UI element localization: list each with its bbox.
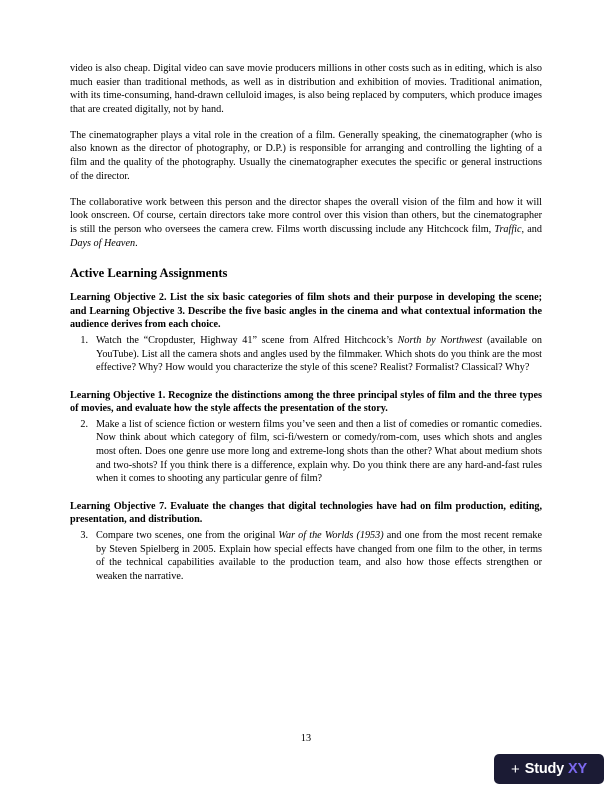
film-title-traffic: Traffic: [494, 223, 522, 235]
list-item-number: 2.: [80, 418, 88, 430]
learning-objective-1: Learning Objective 2. List the six basic categories of film shots and their purpose in developing the scene; and Learning Objective 3. Describe the five basic angles in the cinema and what contextual information the audience derives from each choice.: [70, 292, 542, 331]
learning-objective-2: Learning Objective 1. Recognize the distinctions among the three principal styles of film and the three types of movies, and evaluate how the style affects the presentation of the story.: [70, 389, 542, 415]
list-item-text-b: and one from the most recent remake by Steven Spielberg in 2005. Explain how special effects have changed from one film to the other, in terms of the technical capabilities available to the production team, and also how those effects strengthen or weaken the narrative.: [96, 530, 542, 582]
learning-objective-3: Learning Objective 7. Evaluate the changes that digital technologies have had on film production, editing, presentation, and distribution.: [70, 500, 542, 526]
list-item-number: 1.: [80, 334, 88, 346]
studyxy-watermark: [494, 754, 604, 784]
list-item: [70, 529, 542, 583]
list-item: [70, 334, 542, 375]
list-item-number: 3.: [80, 530, 88, 542]
paragraph-3-text-a: The collaborative work between this person and the director shapes the overall vision of the film and how it will look onscreen. Of course, certain directors take more control over this vision than others, but the cinematographer is still the person who oversees the camera crew. Films worth discussing include any Hitchcock film,: [70, 196, 542, 235]
page-number: 13: [300, 733, 312, 744]
paragraph-3-text-b: , and: [521, 223, 542, 235]
list-item-text-a: Compare two scenes, one from the original: [96, 530, 279, 542]
list-item: [70, 418, 542, 486]
film-title-war-of-the-worlds: War of the Worlds (1953): [278, 530, 384, 542]
list-item-text-a: Make a list of science fiction or western films you’ve seen and then a list of comedies or romantic comedies. Now think about which category of film, sci-fi/western or comedy/rom-com, uses which shots and angles most often. Does one genre use more long and extreme-long shots than the other? What about medium shots and two-shots? If you think there is a difference, explain why. Do you think there are any hard-and-fast rules when it comes to shooting any particular genre of film?: [96, 418, 542, 485]
watermark-study-text: Study: [524, 761, 565, 777]
watermark-xy-text: XY: [568, 761, 587, 777]
plus-icon: +: [511, 760, 520, 778]
assignment-list-3: [70, 529, 542, 583]
list-item-text-b: (available on YouTube). List all the camera shots and angles used by the filmmaker. Which shots do you think are the most effective? Why? How would you characterize the style of this scene? Realist? Formalist? Classical? Why?: [96, 334, 542, 374]
section-heading-active-learning-assignments: Active Learning Assignments: [70, 266, 228, 281]
list-item-text-a: Watch the “Cropduster, Highway 41” scene from Alfred Hitchcock’s: [96, 334, 398, 346]
paragraph-3-text-c: .: [135, 237, 138, 249]
film-title-north-by-northwest: North by Northwest: [397, 334, 483, 346]
assignment-list-1: [70, 334, 542, 375]
paragraph-3: [70, 196, 542, 250]
paragraph-2: The cinematographer plays a vital role in the creation of a film. Generally speaking, the cinematographer (who is also known as the director of photography, or D.P.) is responsible for arranging and controlling the lighting of a film and the quality of the photography. Usually the cinematographer executes the specific or general instructions of the director.: [70, 129, 542, 182]
paragraph-1: video is also cheap. Digital video can save movie producers millions in other costs such as in editing, which is also much easier than traditional methods, as well as in distribution and exhibition of movies. Traditional animation, with its time-consuming, hand-drawn celluloid images, is also being replaced by computers, which produce images that are created digitally, not by hand.: [70, 63, 542, 115]
assignment-list-2: [70, 418, 542, 486]
film-title-days-of-heaven: Days of Heaven: [70, 237, 136, 249]
